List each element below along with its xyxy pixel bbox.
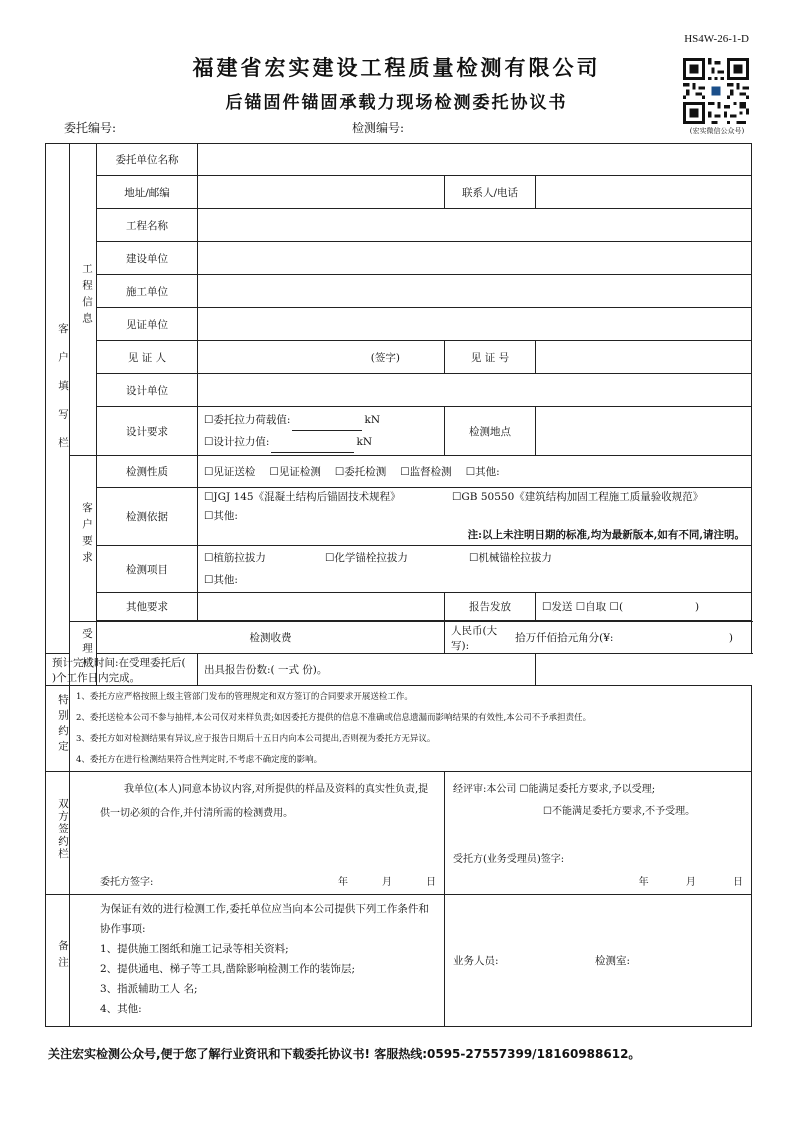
remark-item-1: 1、提供施工图纸和施工记录等相关资料; <box>100 943 289 955</box>
business-staff-label[interactable]: 业务人员: <box>453 955 499 967</box>
entrust-form-table <box>45 143 752 1027</box>
label-test-site: 检测地点 <box>445 407 536 456</box>
label-test-basis: 检测依据 <box>97 488 198 546</box>
input-build-unit[interactable] <box>198 242 752 275</box>
remark-item-2: 2、提供通电、梯子等工具,凿除影响检测工作的装饰层; <box>100 963 356 975</box>
review-accept[interactable]: 经评审:本公司 ☐能满足委托方要求,予以受理; <box>453 784 656 795</box>
input-witness-no[interactable] <box>536 341 752 374</box>
special-clauses <box>70 686 752 772</box>
acceptor-sign-label[interactable]: 受托方(业务受理员)签字: <box>453 854 565 865</box>
form-code: HS4W-26-1-D <box>684 33 749 45</box>
label-fee: 检测收费 <box>97 622 445 654</box>
fee-unit-6: 元 <box>567 632 579 644</box>
client-sign-label: 委托方签字: <box>100 877 154 888</box>
nature-option-1[interactable]: ☐见证送检 <box>204 466 256 478</box>
label-test-items: 检测项目 <box>97 546 198 593</box>
report-delivery-options <box>536 593 752 621</box>
basis-option-gb50550[interactable]: ☐GB 50550《建筑结构加固工程施工质量验收规范》 <box>452 491 704 503</box>
test-number-label: 检测编号: <box>352 121 405 135</box>
remark-list <box>70 895 445 1027</box>
design-load-label: ☐委托拉力荷载值: <box>204 414 291 426</box>
delivery-option-close: ) <box>695 601 700 613</box>
clause-3: 3、委托方如对检测结果有异议,应于报告日期后十五日内向本公司提出,否则视为委托方无异议。 <box>76 733 436 744</box>
client-sign-cell <box>70 772 445 895</box>
label-design-req: 设计要求 <box>97 407 198 456</box>
footer-hotline: 关注宏实检测公众号,便于您了解行业资讯和下载委托协议书! 客服热线:0595-27557399/18160988612。 <box>48 1047 641 1061</box>
delivery-option-other[interactable]: ☐( <box>609 601 624 613</box>
input-test-site[interactable] <box>536 407 752 456</box>
item-option-rebar[interactable]: ☐植筋拉拔力 <box>204 552 266 564</box>
input-witness[interactable] <box>198 341 445 374</box>
basis-option-other[interactable]: ☐其他: <box>204 510 238 522</box>
acceptor-sign-cell <box>445 772 752 895</box>
acceptor-date[interactable] <box>639 873 743 888</box>
unit-kn-2: kN <box>356 436 373 448</box>
qr-caption: (宏实微信公众号) <box>689 127 745 135</box>
acceptor-sign-day: 日 <box>733 877 744 888</box>
acceptor-sign-year: 年 <box>638 877 649 888</box>
section-remark <box>46 895 70 1027</box>
section-project-info-text: 工程信息 <box>80 262 93 329</box>
client-sign-day: 日 <box>426 877 436 888</box>
test-basis-options <box>198 488 752 546</box>
fee-rmb-label: 人民币(大写): <box>451 624 498 652</box>
section-special-text: 特别约定 <box>56 693 69 756</box>
item-option-other[interactable]: ☐其他: <box>204 574 238 586</box>
entrust-number-label: 委托编号: <box>64 121 117 135</box>
design-req-options <box>198 407 445 456</box>
label-report-delivery: 报告发放 <box>445 593 536 621</box>
input-project-name[interactable] <box>198 209 752 242</box>
section-sign <box>46 772 70 895</box>
fee-unit-1: 拾 <box>515 632 526 644</box>
nature-option-3[interactable]: ☐委托检测 <box>334 466 387 478</box>
test-nature-options <box>198 456 752 488</box>
client-agreement-text: 我单位(本人)同意本协议内容,对所提供的样品及资料的真实性负责,提供一切必须的合作,并付清所需的检测费用。 <box>100 784 429 819</box>
fee-row[interactable] <box>445 622 752 654</box>
fee-unit-7: 角 <box>578 632 589 644</box>
input-design-unit[interactable] <box>198 374 752 407</box>
test-items-options <box>198 546 752 593</box>
label-other-req: 其他要求 <box>97 593 198 621</box>
client-sign-year: 年 <box>338 877 348 888</box>
design-pull-option[interactable] <box>204 431 438 453</box>
nature-option-other[interactable]: ☐其他: <box>465 466 500 478</box>
label-construct-unit: 施工单位 <box>97 275 198 308</box>
section-client-req-text: 客户要求 <box>80 501 93 568</box>
section-client <box>46 144 70 654</box>
basis-note: 注:以上未注明日期的标准,均为最新版本,如有不同,请注明。 <box>467 529 746 541</box>
section-client-text: 客户填写栏 <box>56 323 69 466</box>
document-title: 后锚固件锚固承载力现场检测委托协议书 <box>225 93 568 113</box>
label-client-unit: 委托单位名称 <box>97 144 198 176</box>
finish-time[interactable]: 预计完成时间:在受理委托后( )个工作日内完成。 <box>46 654 198 686</box>
section-special <box>46 686 70 772</box>
section-accept-text: 受理栏 <box>80 627 93 672</box>
fee-unit-3: 仟 <box>536 632 547 644</box>
input-witness-unit[interactable] <box>198 308 752 341</box>
client-sign-month: 月 <box>382 877 392 888</box>
acceptor-sign-month: 月 <box>685 877 696 888</box>
nature-option-4[interactable]: ☐监督检测 <box>400 466 452 478</box>
company-name: 福建省宏实建设工程质量检测有限公司 <box>192 55 601 80</box>
fee-unit-5: 拾 <box>557 632 568 644</box>
section-client-req <box>70 456 97 622</box>
clause-4: 4、委托方在进行检测结果符合性判定时,不考虑不确定度的影响。 <box>76 754 323 765</box>
fee-unit-2: 万 <box>525 632 537 644</box>
delivery-option-send[interactable]: ☐发送 <box>542 601 573 613</box>
label-build-unit: 建设单位 <box>97 242 198 275</box>
label-project-name: 工程名称 <box>97 209 198 242</box>
fee-unit-4: 佰 <box>546 632 558 644</box>
client-sign-line[interactable] <box>100 873 436 888</box>
lab-label[interactable]: 检测室: <box>595 955 631 967</box>
review-reject[interactable]: ☐不能满足委托方要求,不予受理。 <box>543 806 696 817</box>
label-witness-no: 见 证 号 <box>445 341 536 374</box>
clause-1: 1、委托方应严格按照上级主管部门发布的管理规定和双方签订的合同要求开展送检工作。 <box>76 691 413 702</box>
input-client-unit[interactable] <box>198 144 752 176</box>
nature-option-2[interactable]: ☐见证检测 <box>269 466 321 478</box>
fee-yen-close: ) <box>728 631 734 644</box>
qr-code <box>683 58 749 124</box>
report-copies[interactable]: 出具报告份数:( 一式 份)。 <box>198 654 536 686</box>
witness-sign-mark: (签字) <box>370 351 400 364</box>
input-construct-unit[interactable] <box>198 275 752 308</box>
remark-item-4: 4、其他: <box>100 1003 142 1015</box>
input-address[interactable] <box>198 176 445 209</box>
section-remark-text: 备注 <box>56 940 69 974</box>
fee-yen-label: (¥: <box>599 631 614 644</box>
remark-item-3: 3、指派辅助工人 名; <box>100 983 198 995</box>
design-load-blank[interactable] <box>292 420 362 431</box>
delivery-option-pickup[interactable]: ☐自取 <box>575 601 607 613</box>
input-other-req[interactable] <box>198 593 445 621</box>
unit-kn-1: kN <box>364 414 381 426</box>
item-option-chemical[interactable]: ☐化学锚栓拉拔力 <box>325 552 408 564</box>
section-sign-text: 双方签约栏 <box>56 797 69 861</box>
design-load-option[interactable] <box>204 409 438 431</box>
fee-unit-8: 分 <box>588 632 600 644</box>
section-project-info <box>70 144 97 456</box>
label-design-unit: 设计单位 <box>97 374 198 407</box>
input-contact[interactable] <box>536 176 752 209</box>
remark-intro: 为保证有效的进行检测工作,委托单位应当向本公司提供下列工作条件和协作事项: <box>100 903 429 935</box>
basis-option-jgj145[interactable]: ☐JGJ 145《混凝土结构后锚固技术规程》 <box>204 491 401 503</box>
label-test-nature: 检测性质 <box>97 456 198 488</box>
label-address: 地址/邮编 <box>97 176 198 209</box>
design-pull-blank[interactable] <box>271 442 354 453</box>
label-contact: 联系人/电话 <box>445 176 536 209</box>
design-pull-label: ☐设计拉力值: <box>204 436 270 448</box>
label-witness-unit: 见证单位 <box>97 308 198 341</box>
label-witness: 见 证 人 <box>97 341 198 374</box>
remark-staff <box>445 895 752 1027</box>
clause-2: 2、委托送检本公司不参与抽样,本公司仅对来样负责;如因委托方提供的信息不准确或信息遗漏而影响结果的有效性,本公司不予承担责任。 <box>76 712 592 723</box>
item-option-mechanical[interactable]: ☐机械锚栓拉拔力 <box>469 552 552 564</box>
